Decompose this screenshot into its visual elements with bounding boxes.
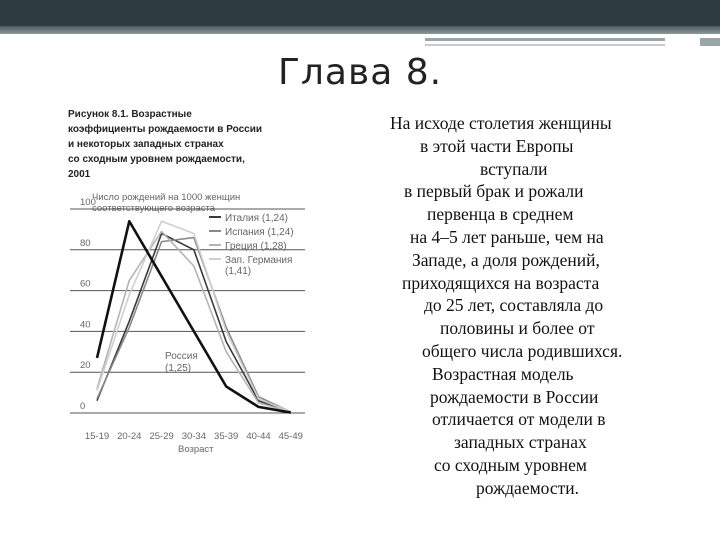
body-text-line: приходящихся на возраста [402, 272, 600, 293]
slide-body-text [382, 112, 692, 500]
legend-label: Греция (1,28) [225, 241, 287, 252]
x-tick-label: 35-39 [214, 431, 239, 442]
y-tick-label: 60 [80, 278, 91, 290]
y-axis-label-line2: соответствующего возраста [92, 203, 216, 214]
body-text-line: со сходным уровнем [434, 454, 587, 475]
body-text-line: рождаемости в России [430, 386, 599, 407]
body-text-line: первенца в среднем [427, 204, 574, 225]
legend-label: Испания (1,24) [225, 227, 294, 238]
x-tick-label: 30-34 [181, 431, 207, 442]
body-text-line: На исходе столетия женщины [390, 113, 612, 133]
body-text-line: в этой части Европы [420, 135, 574, 156]
x-tick-label: 40-44 [246, 431, 271, 442]
x-tick-label: 15-19 [84, 431, 110, 442]
body-text-line: рождаемости. [476, 477, 580, 498]
body-text-line: западных странах [454, 432, 587, 453]
y-tick-label: 20 [80, 360, 91, 372]
series-label-russia: (1,25) [165, 363, 192, 374]
y-tick-label: 40 [80, 319, 91, 331]
y-axis-label-line1: Число рождений на 1000 женщин [92, 192, 241, 203]
body-text-line: на 4–5 лет раньше, чем на [410, 226, 604, 247]
x-tick-label: 25-29 [149, 431, 174, 442]
body-text-line: половины и более от [440, 318, 595, 339]
x-axis-label: Возраст [178, 444, 214, 455]
y-tick-label: 80 [80, 237, 91, 249]
legend-label: Зап. Германия [225, 255, 293, 266]
body-text-line: общего числа родившихся. [422, 340, 623, 361]
slide-title: Глава 8. [277, 52, 443, 93]
y-tick-label: 0 [80, 401, 86, 412]
series-label-russia: Россия [165, 351, 198, 362]
body-text-line: в первый брак и рожали [404, 181, 584, 202]
body-text-line: до 25 лет, составляла до [424, 295, 604, 316]
x-tick-label: 20-24 [117, 431, 142, 442]
legend-label: Италия (1,24) [225, 213, 288, 224]
body-text-line: отличается от модели в [432, 409, 606, 430]
y-tick-label: 100 [80, 197, 96, 208]
figure-caption: Рисунок 8.1. Возрастные коэффициенты рождаемости в России и некоторых западных странах со сходным уровнем рождаемости, 2001 [68, 109, 263, 180]
legend-label: (1,41) [225, 266, 252, 277]
body-text-line: Западе, а доля рождений, [412, 249, 600, 270]
body-text-line: Возрастная модель [432, 363, 574, 384]
x-tick-label: 45-49 [278, 431, 303, 442]
body-text-line: вступали [480, 158, 548, 179]
